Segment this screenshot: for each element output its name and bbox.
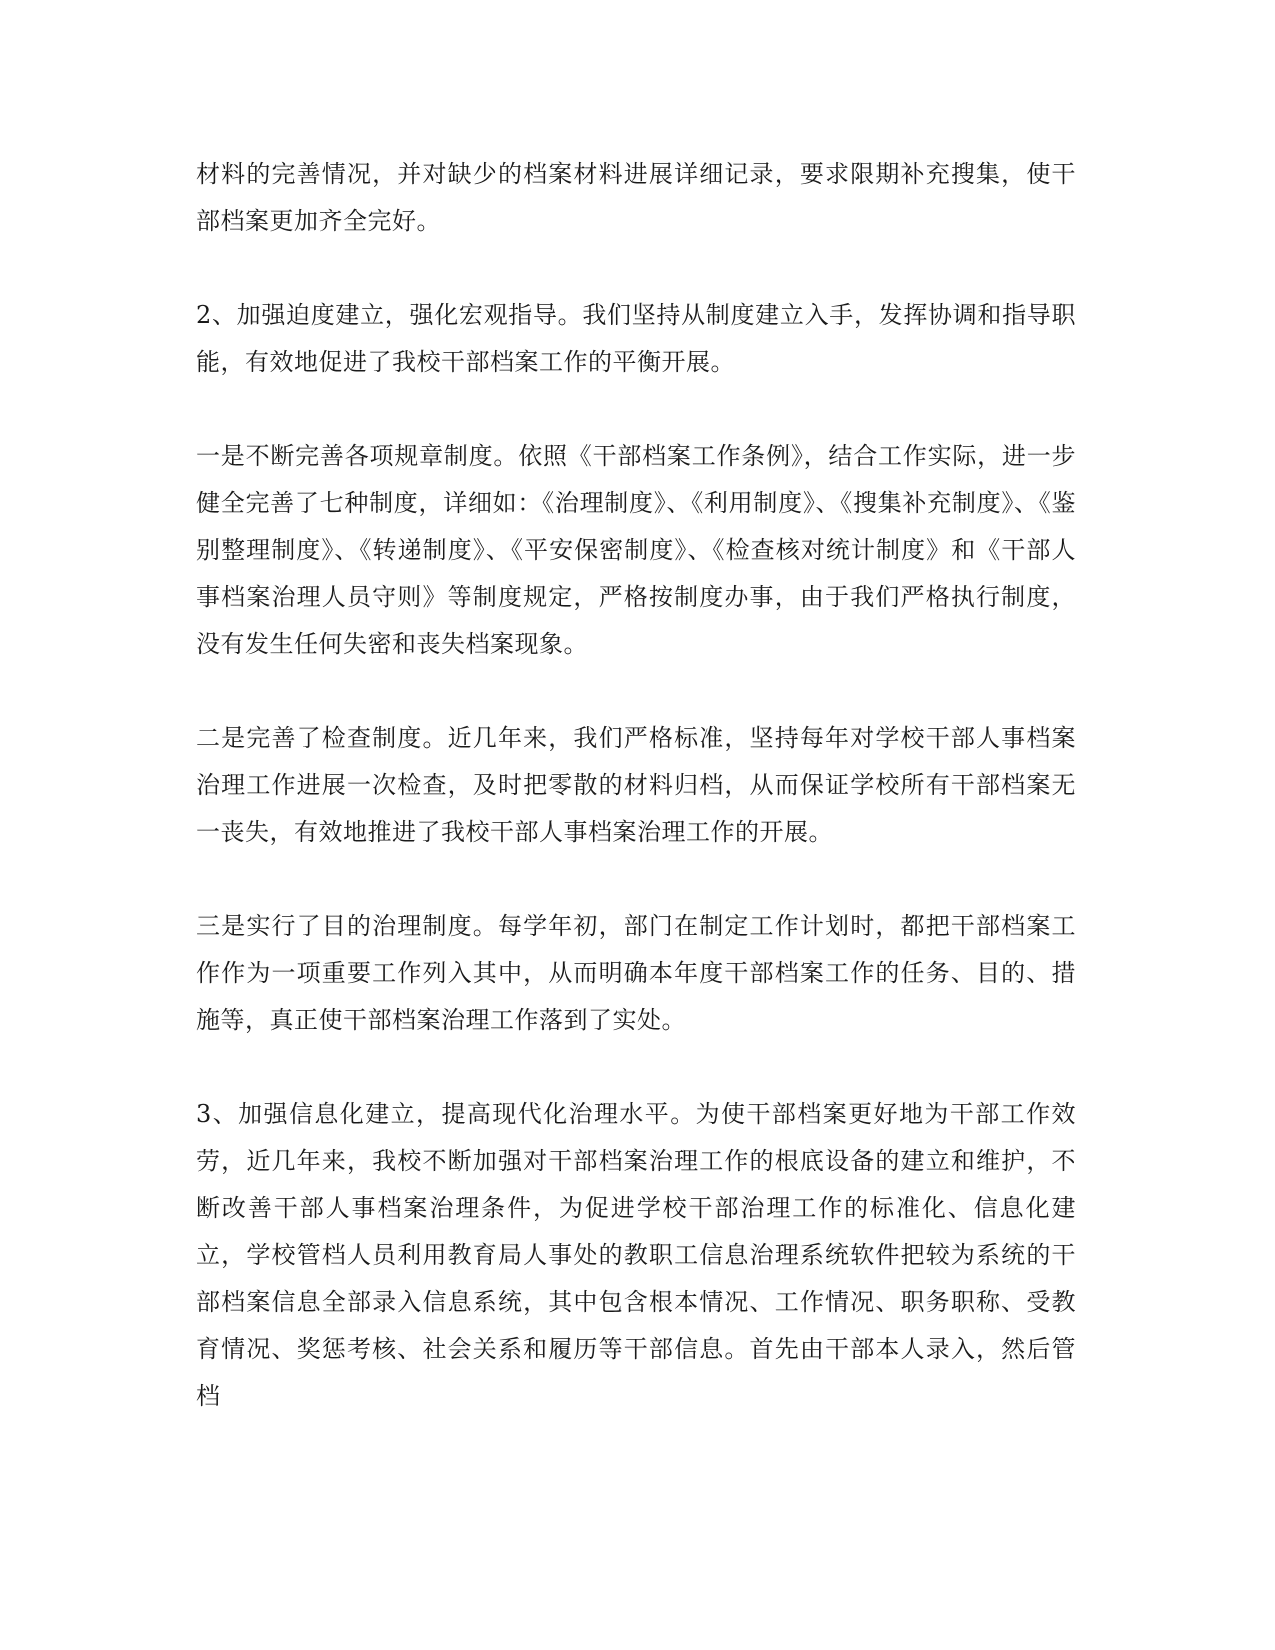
paragraph-6: 3、加强信息化建立，提高现代化治理水平。为使干部档案更好地为干部工作效劳，近几年来，我校不断加强对干部档案治理工作的根底设备的建立和维护，不断改善干部人事档案治理条件，为促进学校干部治理工作的标准化、信息化建立，学校管档人员利用教育局人事处的教职工信息治理系统软件把较为系统的干部档案信息全部录入信息系统，其中包含根本情况、工作情况、职务职称、受教育情况、奖惩考核、社会关系和履历等干部信息。首先由干部本人录入，然后管档 [196,1100,1076,1410]
paragraph-3: 一是不断完善各项规章制度。依照《干部档案工作条例》，结合工作实际，进一步健全完善了七种制度，详细如：《治理制度》、《利用制度》、《搜集补充制度》、《鉴别整理制度》、《转递制度》、《平安保密制度》、《检查核对统计制度》和《干部人事档案治理人员守则》等制度规定，严格按制度办事，由于我们严格执行制度，没有发生任何失密和丧失档案现象。 [196,442,1076,658]
paragraph-2: 2、加强迫度建立，强化宏观指导。我们坚持从制度建立入手，发挥协调和指导职能，有效地促进了我校干部档案工作的平衡开展。 [196,301,1076,376]
paragraph-1: 材料的完善情况，并对缺少的档案材料进展详细记录，要求限期补充搜集，使干部档案更加齐全完好。 [196,160,1076,235]
document-body [196,151,1076,1420]
paragraph-4: 二是完善了检查制度。近几年来，我们严格标准，坚持每年对学校干部人事档案治理工作进展一次检查，及时把零散的材料归档，从而保证学校所有干部档案无一丧失，有效地推进了我校干部人事档案治理工作的开展。 [196,724,1076,846]
paragraph-5: 三是实行了目的治理制度。每学年初，部门在制定工作计划时，都把干部档案工作作为一项重要工作列入其中，从而明确本年度干部档案工作的任务、目的、措施等，真正使干部档案治理工作落到了实处。 [196,912,1076,1034]
